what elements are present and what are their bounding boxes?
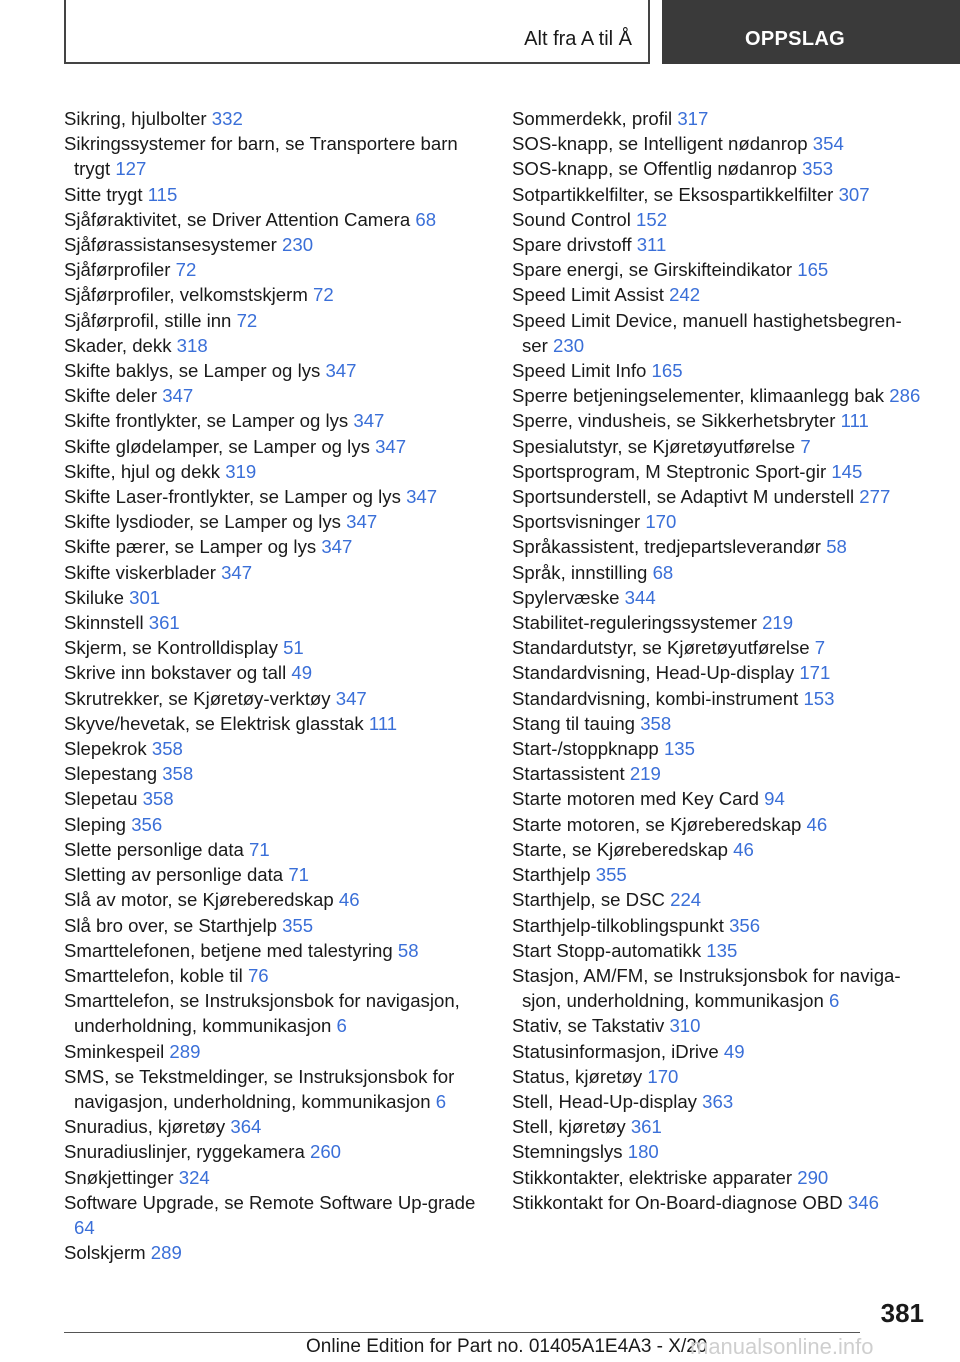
page-link[interactable]: 51	[283, 637, 304, 659]
index-entry-text: Smarttelefonen, betjene med talestyring	[64, 939, 393, 961]
index-entry-text: Sikring, hjulbolter	[64, 108, 207, 129]
index-entry-text: Sjåførprofil, stille inn	[64, 309, 232, 331]
index-entry	[64, 686, 476, 711]
index-entry-text: Stemningslys	[512, 1141, 623, 1163]
index-entry-text: Stasjon, AM/FM, se Instruksjonsbok for naviga-sjon, underholdning, kommunikasjon	[512, 964, 901, 1012]
index-entry-text: Start-/stoppknapp	[512, 738, 659, 760]
page-link[interactable]: 286	[889, 385, 921, 407]
index-entry	[512, 938, 924, 963]
page-link[interactable]: 358	[142, 788, 174, 810]
index-entry-text: Sjåførprofiler, velkomstskjerm	[64, 284, 308, 306]
page-link[interactable]: 6	[336, 1015, 347, 1037]
index-entry	[64, 408, 476, 433]
index-entry-text: Slepestang	[64, 763, 158, 785]
page-link[interactable]: 361	[148, 612, 180, 634]
page-link[interactable]: 364	[230, 1116, 262, 1138]
page-link[interactable]: 72	[175, 259, 197, 281]
page-link[interactable]: 358	[162, 763, 194, 785]
index-entry	[512, 434, 924, 459]
page-link[interactable]: 358	[151, 738, 183, 760]
index-entry	[64, 736, 476, 761]
page-link[interactable]: 58	[826, 536, 847, 558]
index-entry	[64, 862, 476, 887]
index-entry	[64, 434, 476, 459]
page-link[interactable]: 290	[797, 1166, 829, 1188]
index-entry	[512, 106, 924, 131]
index-entry	[64, 383, 476, 408]
index-entry-text: Snuradiuslinjer, ryggekamera	[64, 1141, 305, 1163]
index-entry-text: Stikkontakter, elektriske apparater	[512, 1166, 793, 1188]
page-link[interactable]: 332	[211, 108, 243, 129]
section-label: OPPSLAG	[745, 28, 845, 50]
index-entry	[512, 1165, 924, 1190]
index-entry	[64, 711, 476, 736]
index-entry-text: Sportsprogram, M Steptronic Sport-gir	[512, 460, 827, 482]
page-link[interactable]: 165	[651, 360, 683, 382]
index-entry-text: Slepekrok	[64, 738, 147, 760]
page-link[interactable]: 289	[150, 1242, 182, 1264]
page-link[interactable]: 6	[435, 1090, 447, 1112]
index-entry-text: SOS-knapp, se Offentlig nødanrop	[512, 158, 797, 180]
index-entry	[64, 534, 476, 559]
index-column-left	[64, 106, 476, 1265]
page-link[interactable]: 71	[249, 838, 270, 860]
index-entry	[512, 358, 924, 383]
index-entry	[512, 131, 924, 156]
index-entry-text: Skifte deler	[64, 385, 158, 407]
page-link[interactable]: 180	[627, 1141, 659, 1163]
page-link[interactable]: 170	[647, 1065, 679, 1087]
index-entry	[512, 761, 924, 786]
index-entry	[64, 988, 476, 1038]
index-entry-text: Skader, dekk	[64, 334, 172, 356]
index-entry	[512, 887, 924, 912]
index-column-right	[512, 106, 924, 1215]
index-entry-text: Smarttelefon, koble til	[64, 964, 243, 986]
index-entry	[64, 106, 476, 131]
page-link[interactable]: 135	[706, 939, 738, 961]
index-entry	[64, 1190, 476, 1240]
page-link[interactable]: 224	[670, 889, 702, 911]
index-entry-text: Skinnstell	[64, 612, 144, 634]
page-link[interactable]: 289	[169, 1040, 201, 1062]
index-entry	[512, 232, 924, 257]
page-link[interactable]: 355	[282, 914, 314, 936]
index-entry-text: Sommerdekk, profil	[512, 108, 673, 129]
index-entry	[64, 610, 476, 635]
page-link[interactable]: 127	[115, 158, 147, 180]
index-entry-text: Sleping	[64, 813, 127, 835]
page-link[interactable]: 46	[338, 889, 360, 911]
index-entry	[64, 938, 476, 963]
index-entry	[64, 761, 476, 786]
index-entry	[512, 182, 924, 207]
index-entry	[512, 459, 924, 484]
index-entry	[64, 459, 476, 484]
index-entry-text: Skrutrekker, se Kjøretøy-verktøy	[64, 687, 331, 709]
page-link[interactable]: 71	[288, 864, 309, 886]
index-entry-text: Skifte frontlykter, se Lamper og lys	[64, 410, 349, 432]
index-entry-text: Sound Control	[512, 208, 631, 230]
page-link[interactable]: 347	[335, 687, 367, 709]
index-entry-text: Skifte, hjul og dekk	[64, 460, 221, 482]
page-link[interactable]: 363	[702, 1090, 734, 1112]
page-link[interactable]: 49	[723, 1040, 745, 1062]
index-entry-text: Sperre betjeningselementer, klimaanlegg bak	[512, 385, 885, 407]
index-entry	[512, 308, 924, 358]
index-entry-text: Smarttelefon, se Instruksjonsbok for navigasjon, underholdning, kommunikasjon	[64, 990, 460, 1037]
index-entry	[512, 1089, 924, 1114]
index-entry	[512, 1190, 924, 1215]
index-entry-text: Speed Limit Assist	[512, 284, 664, 306]
index-entry	[512, 534, 924, 559]
index-entry	[64, 232, 476, 257]
index-entry	[512, 862, 924, 887]
index-entry-text: Sminkespeil	[64, 1040, 165, 1062]
index-entry-text: Slette personlige data	[64, 838, 244, 860]
index-entry-text: Status, kjøretøy	[512, 1065, 643, 1087]
page-link[interactable]: 347	[162, 385, 194, 407]
index-entry-text: SOS-knapp, se Intelligent nødanrop	[512, 133, 808, 155]
index-entry	[64, 786, 476, 811]
index-entry-text: Slå av motor, se Kjøreberedskap	[64, 889, 334, 911]
page-link[interactable]: 353	[802, 158, 834, 180]
page-link[interactable]: 64	[74, 1216, 95, 1238]
page-link[interactable]: 7	[814, 637, 826, 659]
header-section-tab	[662, 0, 960, 64]
index-entry-text: Sperre, vindusheis, se Sikkerhetsbryter	[512, 410, 836, 432]
page-link[interactable]: 230	[553, 334, 585, 356]
index-entry-text: Sjåførassistansesystemer	[64, 234, 277, 256]
footer-divider	[64, 1332, 860, 1333]
index-entry	[512, 509, 924, 534]
index-entry	[512, 736, 924, 761]
index-entry-text: Spare drivstoff	[512, 234, 632, 256]
page-link[interactable]: 310	[669, 1015, 701, 1037]
page-link[interactable]: 58	[397, 939, 419, 961]
index-entry-text: Sportsvisninger	[512, 511, 641, 533]
index-entry-text: Spylervæske	[512, 586, 620, 608]
page-number: 381	[880, 1298, 924, 1328]
page-link[interactable]: 324	[178, 1166, 210, 1188]
header-title: Alt fra A til Å	[524, 28, 632, 50]
page-link[interactable]: 347	[321, 536, 353, 558]
index-entry-text: Sotpartikkelfilter, se Eksospartikkelfilter	[512, 183, 834, 205]
index-entry-text: Skifte viskerblader	[64, 561, 216, 583]
page-link[interactable]: 230	[282, 234, 314, 256]
index-entry	[512, 660, 924, 685]
index-entry-text: Software Upgrade, se Remote Software Up-grade	[64, 1191, 476, 1213]
page-link[interactable]: 347	[406, 486, 438, 508]
index-entry-text: Skiluke	[64, 586, 124, 608]
index-entry	[64, 887, 476, 912]
index-entry	[512, 207, 924, 232]
index-entry	[512, 1114, 924, 1139]
index-entry	[512, 786, 924, 811]
index-entry	[64, 1064, 476, 1114]
index-entry	[512, 156, 924, 181]
index-entry-text: Skjerm, se Kontrolldisplay	[64, 637, 278, 659]
page-link[interactable]: 356	[729, 914, 761, 936]
page-link[interactable]: 76	[247, 964, 269, 986]
index-entry-text: Stativ, se Takstativ	[512, 1015, 665, 1037]
index-entry	[512, 282, 924, 307]
index-entry-text: Standardutstyr, se Kjøretøyutførelse	[512, 637, 810, 659]
page-link[interactable]: 68	[415, 208, 437, 230]
index-entry-text: Speed Limit Device, manuell hastighetsbegren-ser	[512, 309, 902, 356]
index-entry	[64, 308, 476, 333]
page-link[interactable]: 49	[291, 662, 313, 684]
index-entry	[64, 182, 476, 207]
page-link[interactable]: 319	[225, 460, 257, 482]
page-link[interactable]: 311	[636, 234, 667, 256]
page-link[interactable]: 46	[806, 813, 828, 835]
index-entry-text: Stell, kjøretøy	[512, 1116, 626, 1138]
page-link[interactable]: 68	[652, 561, 674, 583]
page-link[interactable]: 347	[353, 410, 385, 432]
index-entry-text: Starthjelp-tilkoblingspunkt	[512, 914, 724, 936]
index-entry-text: Skifte glødelamper, se Lamper og lys	[64, 435, 370, 457]
index-entry-text: Starte, se Kjøreberedskap	[512, 838, 728, 860]
index-entry	[64, 358, 476, 383]
index-entry	[512, 1013, 924, 1038]
page-link[interactable]: 111	[368, 712, 398, 734]
index-entry	[512, 610, 924, 635]
page-link[interactable]: 72	[313, 284, 334, 306]
index-entry-text: Spare energi, se Girskifteindikator	[512, 259, 793, 281]
index-entry	[64, 1240, 476, 1265]
page-link[interactable]: 361	[630, 1116, 662, 1138]
index-entry-text: Skifte lysdioder, se Lamper og lys	[64, 511, 341, 533]
page-link[interactable]: 170	[645, 511, 677, 533]
page-link[interactable]: 344	[624, 586, 656, 608]
index-entry-text: Spesialutstyr, se Kjøretøyutførelse	[512, 435, 796, 457]
index-entry	[512, 408, 924, 433]
index-entry-text: Snuradius, kjøretøy	[64, 1116, 226, 1138]
page-link[interactable]: 347	[375, 435, 407, 457]
index-entry	[64, 1139, 476, 1164]
page-link[interactable]: 301	[129, 586, 161, 608]
index-entry-text: Startassistent	[512, 763, 625, 785]
page-link[interactable]: 347	[346, 511, 378, 533]
index-entry	[512, 1039, 924, 1064]
index-entry-text: Speed Limit Info	[512, 360, 647, 382]
page-link[interactable]: 7	[800, 435, 811, 457]
index-entry	[512, 383, 924, 408]
index-entry	[512, 1064, 924, 1089]
page-link[interactable]: 152	[636, 208, 668, 230]
index-entry	[512, 963, 924, 1013]
index-entry-text: Sportsunderstell, se Adaptivt M understell	[512, 486, 855, 508]
index-entry-text: Sletting av personlige data	[64, 864, 284, 886]
index-entry-text: Standardvisning, kombi-instrument	[512, 687, 799, 709]
watermark: manualsonline.info	[690, 1334, 874, 1359]
index-entry	[64, 257, 476, 282]
page-link[interactable]: 355	[595, 864, 627, 886]
index-entry	[64, 560, 476, 585]
index-entry-text: Skifte pærer, se Lamper og lys	[64, 536, 317, 558]
index-entry-text: Språk, innstilling	[512, 561, 648, 583]
page-link[interactable]: 153	[803, 687, 835, 709]
index-entry-text: Solskjerm	[64, 1242, 146, 1264]
index-entry	[64, 333, 476, 358]
index-entry	[64, 913, 476, 938]
header-title-box	[64, 0, 650, 64]
page-link[interactable]: 6	[828, 990, 840, 1012]
index-entry-text: Start Stopp-automatikk	[512, 939, 702, 961]
page-link[interactable]: 277	[859, 486, 891, 508]
index-entry-text: Stikkontakt for On-Board-diagnose OBD	[512, 1191, 843, 1213]
index-entry	[64, 812, 476, 837]
index-entry-text: Skifte baklys, se Lamper og lys	[64, 360, 321, 382]
index-entry-text: Snøkjettinger	[64, 1166, 174, 1188]
index-entry	[64, 484, 476, 509]
page-link[interactable]: 347	[221, 561, 253, 583]
index-entry-text: Slå bro over, se Starthjelp	[64, 914, 277, 936]
index-entry-text: Standardvisning, Head-Up-display	[512, 662, 795, 684]
index-entry	[512, 913, 924, 938]
index-entry-text: Starthjelp, se DSC	[512, 889, 665, 911]
index-entry-text: Skifte Laser-frontlykter, se Lamper og lys	[64, 486, 401, 508]
index-entry-text: Skrive inn bokstaver og tall	[64, 662, 287, 684]
page-link[interactable]: 318	[176, 334, 208, 356]
index-entry-text: Skyve/hevetak, se Elektrisk glasstak	[64, 712, 364, 734]
index-entry-text: Språkassistent, tredjepartsleverandør	[512, 536, 822, 558]
index-entry	[64, 207, 476, 232]
page-link[interactable]: 307	[838, 183, 870, 205]
index-entry	[512, 585, 924, 610]
index-entry	[512, 484, 924, 509]
index-entry	[64, 585, 476, 610]
index-entry	[512, 686, 924, 711]
page-link[interactable]: 354	[812, 133, 844, 155]
page-link[interactable]: 219	[629, 763, 661, 785]
page-link[interactable]: 356	[131, 813, 163, 835]
page-link[interactable]: 46	[733, 838, 754, 860]
page-link[interactable]: 260	[309, 1141, 342, 1163]
index-entry-text: Stell, Head-Up-display	[512, 1090, 697, 1112]
page-link[interactable]: 72	[236, 309, 258, 331]
index-entry	[64, 509, 476, 534]
page-link[interactable]: 165	[797, 259, 829, 281]
page-link[interactable]: 358	[640, 712, 672, 734]
page-link[interactable]: 145	[831, 460, 863, 482]
index-entry-text: Sitte trygt	[64, 183, 143, 205]
page-link[interactable]: 219	[762, 612, 794, 634]
index-entry	[64, 837, 476, 862]
index-entry	[512, 257, 924, 282]
index-entry	[64, 635, 476, 660]
index-entry-text: Sjåførprofiler	[64, 259, 171, 281]
index-entry	[64, 131, 476, 181]
page-link[interactable]: 317	[677, 108, 709, 129]
page-link[interactable]: 171	[799, 662, 831, 684]
index-entry-text: Starte motoren med Key Card	[512, 788, 759, 810]
index-entry	[512, 635, 924, 660]
footer-edition: Online Edition for Part no. 01405A1E4A3 - X/20	[306, 1336, 708, 1357]
index-entry	[512, 711, 924, 736]
index-entry-text: Sikringssystemer for barn, se Transportere barn trygt	[64, 133, 458, 180]
index-entry	[64, 1165, 476, 1190]
page-link[interactable]: 94	[764, 788, 785, 810]
page-link[interactable]: 111	[840, 410, 869, 432]
index-entry	[512, 812, 924, 837]
index-entry-text: Statusinformasjon, iDrive	[512, 1040, 719, 1062]
index-entry	[64, 282, 476, 307]
index-entry-text: Slepetau	[64, 788, 138, 810]
index-entry	[512, 1139, 924, 1164]
index-entry-text: Sjåføraktivitet, se Driver Attention Camera	[64, 208, 411, 230]
page-link[interactable]: 242	[669, 284, 701, 306]
index-entry	[64, 1039, 476, 1064]
index-entry-text: Starte motoren, se Kjøreberedskap	[512, 813, 802, 835]
index-entry	[64, 963, 476, 988]
page-link[interactable]: 346	[847, 1191, 879, 1213]
index-entry	[64, 660, 476, 685]
index-entry-text: Stang til tauing	[512, 712, 636, 734]
index-entry	[64, 1114, 476, 1139]
index-entry	[512, 560, 924, 585]
index-entry	[512, 837, 924, 862]
page-link[interactable]: 347	[325, 360, 357, 382]
page-link[interactable]: 135	[663, 738, 695, 760]
index-entry-text: Stabilitet-reguleringssystemer	[512, 612, 757, 634]
page-link[interactable]: 115	[147, 183, 178, 205]
index-entry-text: Starthjelp	[512, 864, 591, 886]
index-entry-text: SMS, se Tekstmeldinger, se Instruksjonsbok for navigasjon, underholdning, kommunikasjon	[64, 1065, 455, 1112]
